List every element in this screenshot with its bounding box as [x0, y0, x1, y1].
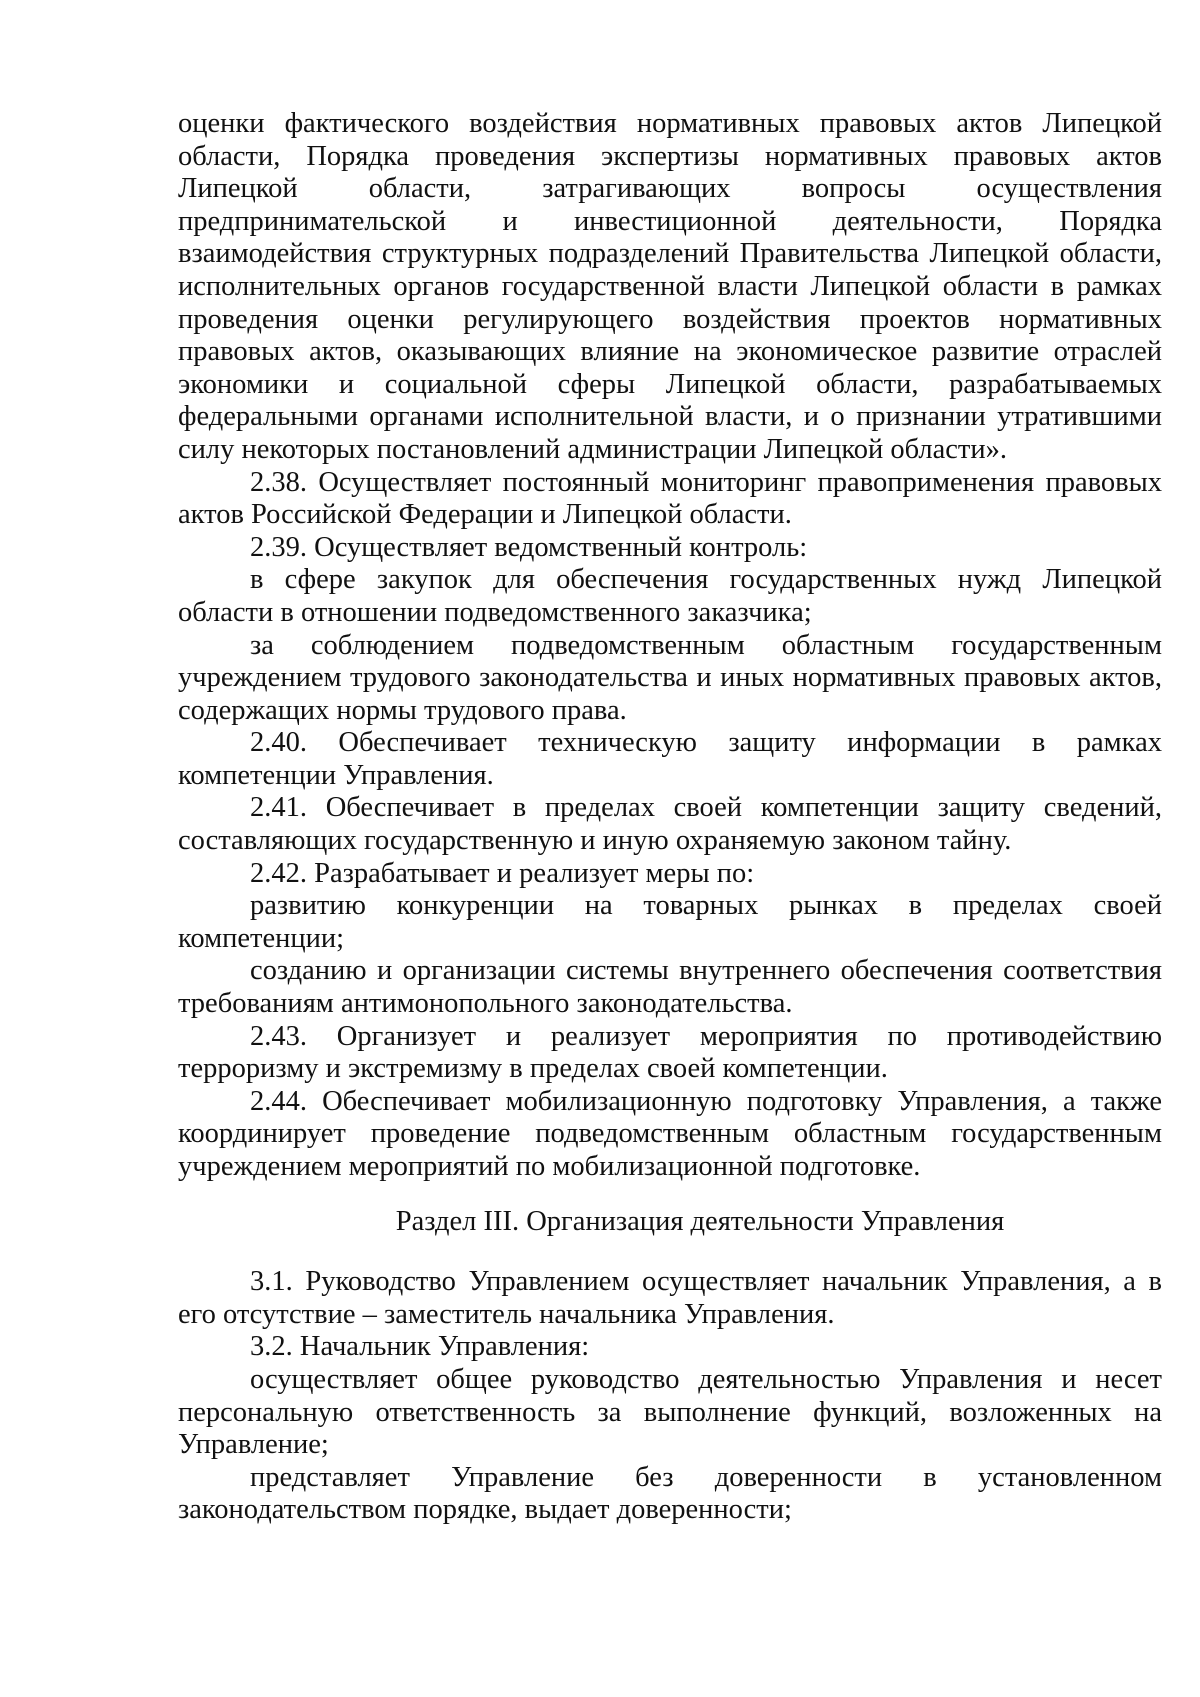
- paragraph-3-2-representation: представляет Управление без доверенности в установленном законодательством порядке, выдает доверенности;: [178, 1461, 1162, 1526]
- paragraph-2-44: 2.44. Обеспечивает мобилизационную подготовку Управления, а также координирует проведение подведомственным областным государственным учреждением мероприятий по мобилизационной подготовке.: [178, 1085, 1162, 1182]
- paragraph-3-1: 3.1. Руководство Управлением осуществляет начальник Управления, а в его отсутствие – заместитель начальника Управления.: [178, 1266, 1162, 1330]
- paragraph-2-38: 2.38. Осуществляет постоянный мониторинг правоприменения правовых актов Российской Федерации и Липецкой области.: [178, 466, 1162, 531]
- section-heading: Раздел III. Организация деятельности Управления: [395, 1205, 1005, 1237]
- paragraph-2-39: 2.39. Осуществляет ведомственный контроль:: [250, 531, 808, 563]
- paragraph-3-2: 3.2. Начальник Управления:: [250, 1331, 590, 1363]
- paragraph-2-42: 2.42. Разрабатывает и реализует меры по:: [250, 857, 755, 889]
- paragraph-2-40: 2.40. Обеспечивает техническую защиту информации в рамках компетенции Управления.: [178, 727, 1162, 791]
- document-page: [178, 108, 1162, 1527]
- paragraph-3-2-management: осуществляет общее руководство деятельностью Управления и несет персональную ответственность за выполнение функций, возложенных на Управление;: [178, 1363, 1162, 1461]
- paragraph-2-42-competition: развитию конкуренции на товарных рынках в пределах своей компетенции;: [178, 890, 1162, 954]
- paragraph-2-39-labor: за соблюдением подведомственным областным государственным учреждением трудового законодательства и иных нормативных правовых актов, содержащих нормы трудового права.: [178, 629, 1162, 726]
- paragraph-2-39-procurement: в сфере закупок для обеспечения государственных нужд Липецкой области в отношении подведомственного заказчика;: [178, 564, 1162, 628]
- paragraph-continuation: оценки фактического воздействия нормативных правовых актов Липецкой области, Порядка проведения экспертизы нормативных правовых актов Липецкой области, затрагивающих вопросы осуществления предпринимательской и инвестиционной деятельности, Порядка взаимодействия структурных подразделений Правительства Липецкой области, исполнительных органов государственной власти Липецкой области в рамках проведения оценки регулирующего воздействия проектов нормативных правовых актов, оказывающих влияние на экономическое развитие отраслей экономики и социальной сферы Липецкой области, разрабатываемых федеральными органами исполнительной власти, и о признании утратившими силу некоторых постановлений администрации Липецкой области».: [178, 108, 1162, 465]
- paragraph-2-41: 2.41. Обеспечивает в пределах своей компетенции защиту сведений, составляющих государственную и иную охраняемую законом тайну.: [178, 792, 1162, 857]
- paragraph-2-43: 2.43. Организует и реализует мероприятия по противодействию терроризму и экстремизму в пределах своей компетенции.: [178, 1020, 1162, 1085]
- paragraph-2-42-compliance: созданию и организации системы внутреннего обеспечения соответствия требованиям антимонопольного законодательства.: [178, 955, 1162, 1020]
